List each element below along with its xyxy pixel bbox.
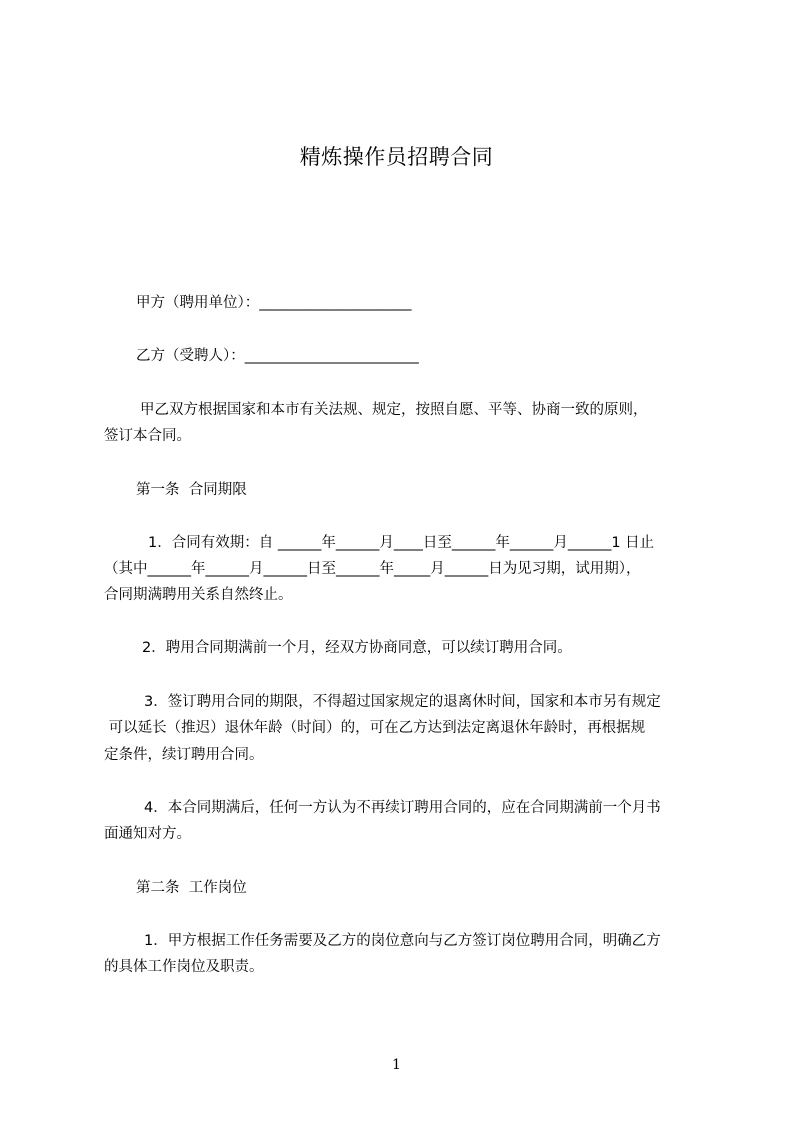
- article-1-clause-4-line-2: 面通知对方。: [104, 826, 191, 842]
- article-1-clause-3-line-3: 定条件，续订聘用合同。: [104, 747, 264, 763]
- article-1-heading: 第一条 合同期限: [136, 482, 247, 498]
- article-1-clause-1-line-1: 1．合同有效期：自 ______年______月____日至______年______月______1 日止: [148, 535, 655, 551]
- intro-paragraph-line-1: 甲乙双方根据国家和本市有关法规、规定，按照自愿、平等、协商一致的原则，: [140, 402, 648, 418]
- article-1-clause-2-line-1: 2．聘用合同期满前一个月，经双方协商同意，可以续订聘用合同。: [142, 640, 572, 656]
- article-1-clause-3-line-2: 可以延长（推迟）退休年龄（时间）的，可在乙方达到法定离退休年龄时，再根据规: [104, 720, 646, 736]
- article-1-clause-4-line-1: 4．本合同期满后，任何一方认为不再续订聘用合同的，应在合同期满前一个月书: [144, 800, 661, 816]
- page-number: 1: [392, 1057, 401, 1073]
- article-2-heading: 第二条 工作岗位: [136, 880, 247, 896]
- article-2-clause-1-line-2: 的具体工作岗位及职责。: [104, 959, 264, 975]
- article-1-clause-3-line-1: 3．签订聘用合同的期限，不得超过国家规定的退离休时间，国家和本市另有规定: [144, 694, 661, 710]
- article-1-clause-1-line-2: （其中______年______月______日至______年_____月______日为见习期，试用期），: [104, 561, 641, 577]
- party-a-line: 甲方（聘用单位）：_____________________: [136, 295, 412, 311]
- intro-paragraph-line-2: 签订本合同。: [104, 428, 191, 444]
- document-title: 精炼操作员招聘合同: [299, 145, 494, 169]
- article-1-clause-1-line-3: 合同期满聘用关系自然终止。: [104, 587, 293, 603]
- article-2-clause-1-line-1: 1．甲方根据工作任务需要及乙方的岗位意向与乙方签订岗位聘用合同，明确乙方: [144, 933, 661, 949]
- party-b-line: 乙方（受聘人）：________________________: [136, 348, 419, 364]
